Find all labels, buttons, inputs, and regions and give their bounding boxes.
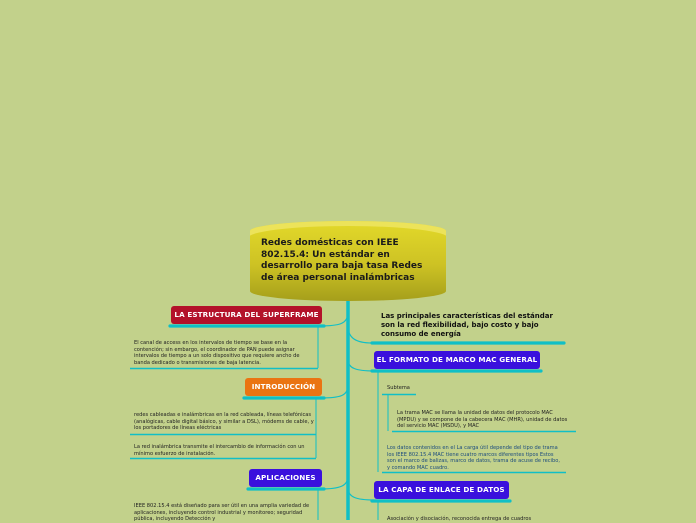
note-intro-2[interactable]: La red inalámbrica transmite el intercambio de información con un mínimo esfuerzo de instalación. (134, 444, 305, 457)
topic-mac[interactable]: EL FORMATO DE MARCO MAC GENERAL (374, 351, 540, 369)
note-superframe[interactable]: El canal de access en los intervalos de tiempo se base en la contención; sin embargo, el coordinador de PAN puede asignar intervalos de tiempo a un solo dispositivo que requiere ancho de banda dedicado o transmisiones de baja latencia. (134, 340, 300, 366)
branch-principal (348, 326, 372, 343)
branch-superframe (318, 312, 348, 326)
topic-apps[interactable]: APLICACIONES (249, 469, 322, 487)
topic-intro[interactable]: INTRODUCCIÓN (245, 378, 322, 396)
note-apps[interactable]: IEEE 802.15.4 está diseñado para ser útil en una amplia variedad de aplicaciones, incluyendo control industrial y monitoreo; seguridad pública, incluyendo Detección y (134, 503, 310, 523)
topic-superframe[interactable]: LA ESTRUCTURA DEL SUPERFRAME (171, 306, 322, 324)
branch-link (348, 488, 374, 500)
branch-intro (320, 385, 348, 398)
branch-mac (348, 360, 374, 371)
central-topic-title[interactable]: Redes domésticas con IEEE 802.15.4: Un estándar en desarrollo para baja tasa Redes de área personal inalámbricas (261, 238, 423, 283)
note-intro-1[interactable]: redes cableadas e inalámbricas en la red cableada, líneas telefónicas (analógicas, cable digital básico, y similar a DSL), módems de cable, y los portadores de líneas eléctricas (134, 412, 314, 432)
topic-link[interactable]: LA CAPA DE ENLACE DE DATOS (374, 481, 509, 499)
note-mac-1[interactable]: La trama MAC se llama la unidad de datos del protocolo MAC (MPDU) y se compone de la cabecera MAC (MHR), unidad de datos del servicio MAC (MSDU), y MAC (397, 410, 568, 430)
note-mac-2[interactable]: Los datos contenidos en el La carga útil depende del tipo de trama los IEEE 802.15.4 MAC tiene cuatro marcos diferentes tipos Estos son el marco de balizas, marco de datos, trama de acuse de recibo, y comando MAC cuadro. (387, 445, 560, 471)
note-principal[interactable]: Las principales características del estándar son la red flexibilidad, bajo costo y bajo consumo de energía (381, 312, 553, 338)
branch-apps (320, 476, 348, 489)
note-link[interactable]: Asociación y disociación, reconocida entrega de cuadros (387, 516, 532, 522)
subtopic-mac[interactable]: Subtema (387, 385, 410, 391)
